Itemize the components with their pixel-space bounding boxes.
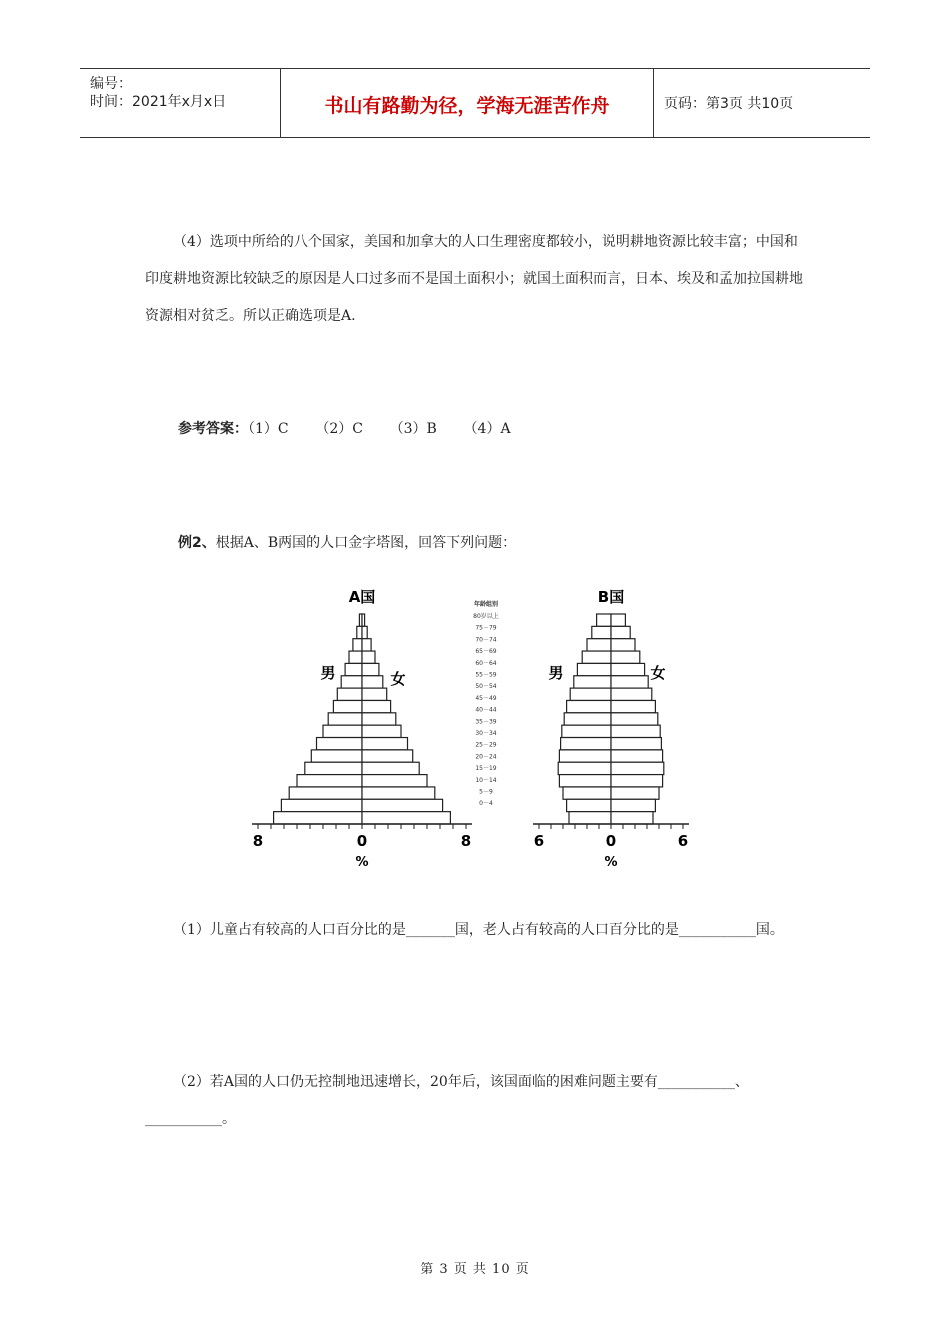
reference-answers [178,418,511,438]
pyramid-b-female-bar [611,663,645,675]
age-group-label: 35－39 [475,718,497,726]
pyramid-b-male-bar [577,663,611,675]
example-label: 例2、 [178,535,216,551]
pyramid-a-male-bar [333,700,362,712]
age-group-label: 20－24 [475,753,497,761]
pyramid-a-male-bar [357,626,362,638]
pyramid-a-female-bar [362,639,371,651]
header-meta [80,69,281,137]
header-page-cell [654,69,870,137]
pyramid-b-male-bar [559,775,611,787]
pyramid-b-female-bar [611,787,659,799]
age-column-header: 年龄组别 [473,601,499,608]
time-label: 时间：2021年x月x日 [90,94,227,110]
pyramid-b-male-bar [574,676,611,688]
pyramid-a-male-bar [349,651,362,663]
pyramid-b-male-bar [559,750,611,762]
age-group-label: 45－49 [475,694,497,702]
age-group-label: 10－14 [475,776,497,784]
age-group-label: 60－64 [475,659,497,667]
pyramid-a-female-bar [362,663,379,675]
pyramid-a-male-bar [311,750,362,762]
pyramid-b-female-bar [611,676,648,688]
pyramid-b-female-bar [611,639,635,651]
pyramid-a-male-label: 男 [320,664,336,682]
pyramid-a-female-bar [362,626,367,638]
motto: 书山有路勤为径，学海无涯苦作舟 [324,95,610,117]
pyramid-b-female-bar [611,626,630,638]
serial-label: 编号： [90,76,132,92]
pyramid-a-female-bar [362,762,419,774]
pyramid-a-female-bar [362,812,450,824]
pyramid-a-male-bar [274,812,362,824]
pyramid-b-unit-label: % [604,855,618,870]
age-group-label: 5－9 [479,788,493,796]
pyramid-a-male-bar [353,639,362,651]
pyramid-a-female-label: 女 [390,670,406,688]
pyramid-a-male-bar [305,762,362,774]
answer-values: （1）C （2）C （3）B （4）A [248,421,511,437]
pyramid-b-female-bar [611,750,663,762]
pyramid-a-male-bar [297,775,362,787]
age-group-label: 25－29 [475,741,497,749]
pyramid-b-female-bar [611,762,664,774]
pyramid-a-male-bar [281,799,362,811]
pyramid-b-female-bar [611,775,663,787]
pyramid-b-male-bar [563,787,611,799]
pyramid-b-female-bar [611,614,625,626]
age-group-label: 0－4 [479,800,493,808]
pyramid-b-male-bar [558,762,611,774]
age-group-label: 70－74 [475,636,497,644]
pyramid-b-female-bar [611,713,658,725]
pyramid-b-tick-label: 6 [533,832,545,850]
pyramid-b-male-bar [587,639,611,651]
pyramid-b-male-bar [567,799,611,811]
pyramid-b-female-bar [611,651,640,663]
pyramid-b-male-label: 男 [548,664,564,682]
question-2: （2）若A国的人口仍无控制地迅速增长，20年后，该国面临的困难问题主要有___________、___________。 [145,1074,749,1127]
age-group-label: 75－79 [475,624,497,632]
pyramid-a-tick-label: 8 [252,832,264,850]
pyramid-b-female-bar [611,688,652,700]
page-footer: 第 3 页 共 10 页 [420,1262,530,1277]
age-group-label: 30－34 [475,730,497,737]
pyramid-a-male-bar [328,713,362,725]
pyramid-a-female-bar [362,700,391,712]
pyramid-a-female-bar [362,676,383,688]
header-motto-cell [281,69,654,137]
pyramid-b-male-bar [570,688,611,700]
pyramid-a-male-bar [289,787,362,799]
pyramid-a-female-bar [362,738,408,750]
pyramid-b-male-bar [597,614,611,626]
pyramid-a-tick-label: 0 [356,832,368,850]
pyramid-b-male-bar [569,812,611,824]
pyramid-b-male-bar [564,713,611,725]
pyramid-b-male-bar [567,700,611,712]
pyramid-b-female-bar [611,812,653,824]
pyramid-a-male-bar [317,738,363,750]
age-group-label: 55－59 [475,671,497,679]
example-text: 根据A、B两国的人口金字塔图，回答下列问题： [215,535,517,551]
age-group-label: 15－19 [475,765,497,773]
pyramid-a-male-bar [323,725,362,737]
pyramid-b-male-bar [582,651,611,663]
pyramid-b-tick-label: 6 [677,832,689,850]
pyramid-a-female-bar [362,688,387,700]
age-group-label: 50－54 [475,683,497,691]
pyramid-a [252,588,472,870]
pyramid-a-female-bar [362,775,427,787]
age-group-label: 40－44 [475,706,497,714]
pyramid-b [533,588,689,870]
age-group-label: 65－69 [475,648,497,656]
question-1: （1）儿童占有较高的人口百分比的是_______国，老人占有较高的人口百分比的是___________国。 [173,922,784,938]
pyramid-a-female-bar [362,787,435,799]
pyramid-a-female-bar [362,713,396,725]
age-group-label: 80岁以上 [473,613,499,620]
answer-label: 参考答案： [178,421,248,437]
page-header [80,68,870,138]
pyramid-a-female-bar [362,750,413,762]
pyramid-a-unit-label: % [355,855,369,870]
pyramid-b-female-bar [611,738,661,750]
pyramid-b-title: B国 [597,588,625,606]
page-info: 页码：第3页 共10页 [664,96,794,112]
pyramid-b-female-label: 女 [650,664,666,682]
explanation-paragraph: （4）选项中所给的八个国家，美国和加拿大的人口生理密度都较小，说明耕地资源比较丰富；中国和印度耕地资源比较缺乏的原因是人口过多而不是国土面积小；就国土面积而言，日本、埃及和孟加拉国耕地资源相对贫乏。所以正确选项是A. [145,234,803,324]
pyramid-b-female-bar [611,799,655,811]
pyramid-a-tick-label: 8 [460,832,472,850]
pyramid-a-male-bar [341,676,362,688]
pyramid-b-male-bar [562,725,611,737]
pyramid-a-male-bar [345,663,362,675]
pyramid-b-female-bar [611,700,655,712]
age-groups-column [473,600,499,807]
pyramid-a-male-bar [337,688,362,700]
pyramid-a-title: A国 [348,588,376,606]
pyramid-a-female-bar [362,651,375,663]
example-heading [178,532,516,552]
pyramid-a-female-bar [362,799,443,811]
pyramid-b-male-bar [561,738,611,750]
pyramid-b-female-bar [611,725,660,737]
pyramid-b-male-bar [592,626,611,638]
pyramid-b-tick-label: 0 [605,832,617,850]
pyramid-a-female-bar [362,725,401,737]
population-pyramids-figure [240,578,720,878]
